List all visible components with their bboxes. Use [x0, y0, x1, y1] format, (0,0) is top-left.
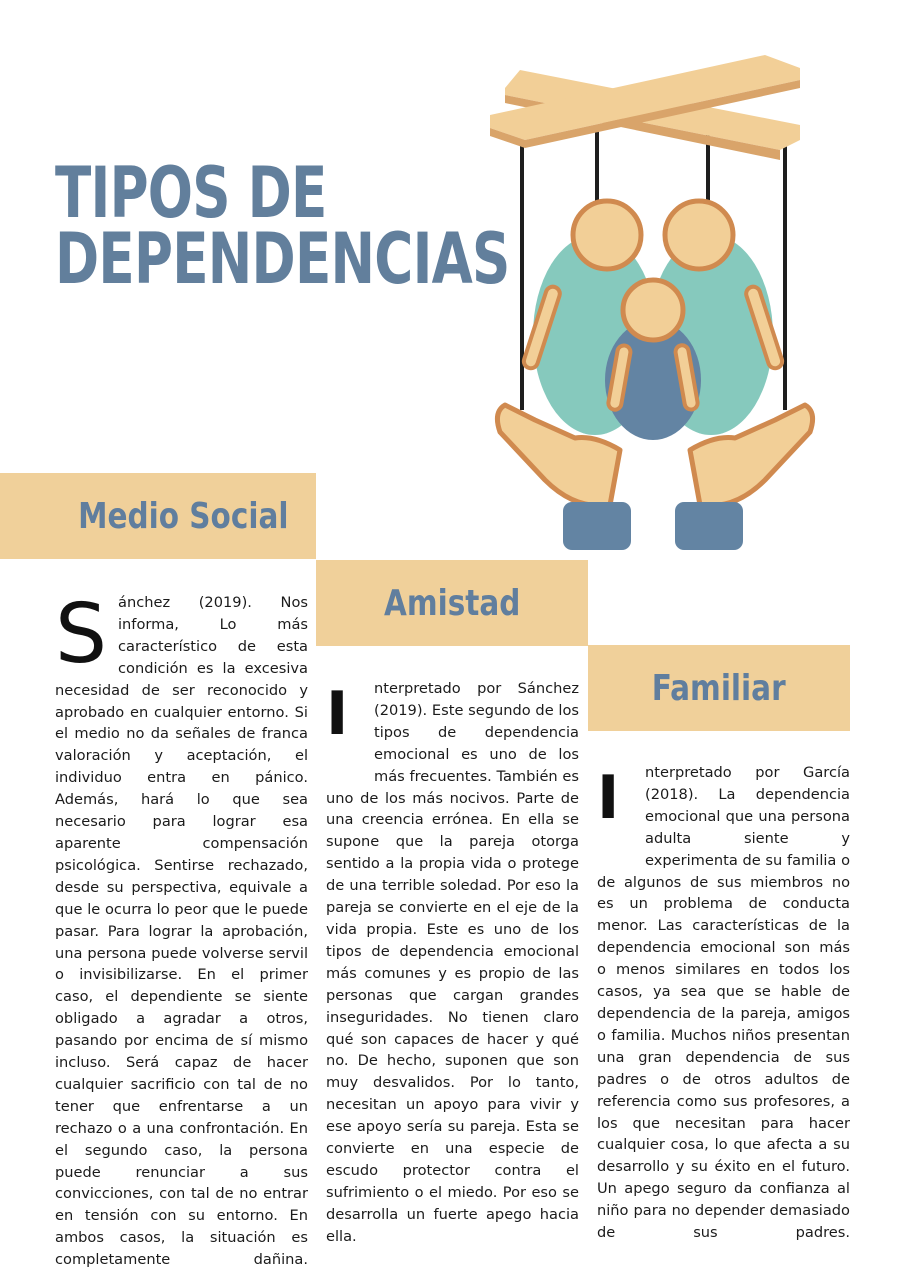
section-heading-familiar: Familiar — [588, 645, 850, 731]
drop-cap: I — [326, 679, 349, 749]
title-line-1: TIPOS DE — [55, 152, 327, 234]
column-medio-social — [55, 587, 308, 1271]
drop-cap: I — [597, 763, 620, 833]
body-text: nterpretado por García (2018). La dependencia emocional que una persona adulta siente y experimenta de su familia o de algunos de sus miembros no es un problema de conducta menor. Las características de la dependencia emocional son más o menos similares en todos los casos, ya sea que se hable de dependencia de la pareja, amigos o familia. Muchos niños presentan una gran dependencia de sus padres o de otros adultos de referencia como sus profesores, a los que necesitan para hacer cualquier cosa, lo que afecta a su desarrollo y su éxito en el futuro. Un apego seguro da confianza al niño para no depender demasiado de sus padres. — [597, 764, 850, 1242]
family-in-hands-marionette-icon — [475, 40, 835, 560]
drop-cap: S — [55, 587, 108, 682]
column-amistad — [326, 678, 579, 1248]
section-heading-amistad: Amistad — [316, 560, 588, 646]
section-heading-medio-social: Medio Social — [0, 473, 316, 559]
column-familiar — [597, 762, 850, 1244]
body-text: ánchez (2019). Nos informa, Lo más característico de esta condición es la excesiva necesidad de ser reconocido y aprobado en cualquier entorno. Si el medio no da señales de franca valoración y aceptación, el individuo entra en pánico. Además, hará lo que sea necesario para lograr esa aparente compensación psicológica. Sentirse rechazado, desde su perspectiva, equivale a que le ocurra lo peor que le puede pasar. Para lograr la aprobación, una persona puede volverse servil o invisibilizarse. En el primer caso, el dependiente se siente obligado a agradar a otros, pasando por encima de sí mismo incluso. Será capaz de hacer cualquier sacrificio con tal de no tener que enfrentarse a un rechazo o a una confrontación. En el segundo caso, la persona puede renunciar a sus convicciones, con tal de no entrar en tensión con su entorno. En ambos casos, la situación es completamente dañina. — [55, 594, 308, 1269]
page-title — [55, 152, 510, 300]
marionette-cross-icon — [490, 55, 800, 160]
body-text: nterpretado por Sánchez (2019). Este segundo de los tipos de dependencia emocional es uno de los más frecuentes. También es uno de los más nocivos. Parte de una creencia errónea. En ella se supone que la pareja otorga sentido a la propia vida o protege de una terrible soledad. Por eso la pareja se convierte en el eje de la vida propia. Este es uno de los tipos de dependencia emocional más comunes y es propio de las personas que cargan grandes inseguridades. No tienen claro qué son capaces de hacer y qué no. De hecho, suponen que son muy desvalidos. Por lo tanto, necesitan un apoyo para vivir y ese apoyo sería su pareja. Esta se convierte en una especie de escudo protector contra el sufrimiento o el miedo. Por eso se desarrolla un fuerte apego hacia ella. — [326, 680, 579, 1245]
title-line-2: DEPENDENCIAS — [55, 218, 510, 300]
